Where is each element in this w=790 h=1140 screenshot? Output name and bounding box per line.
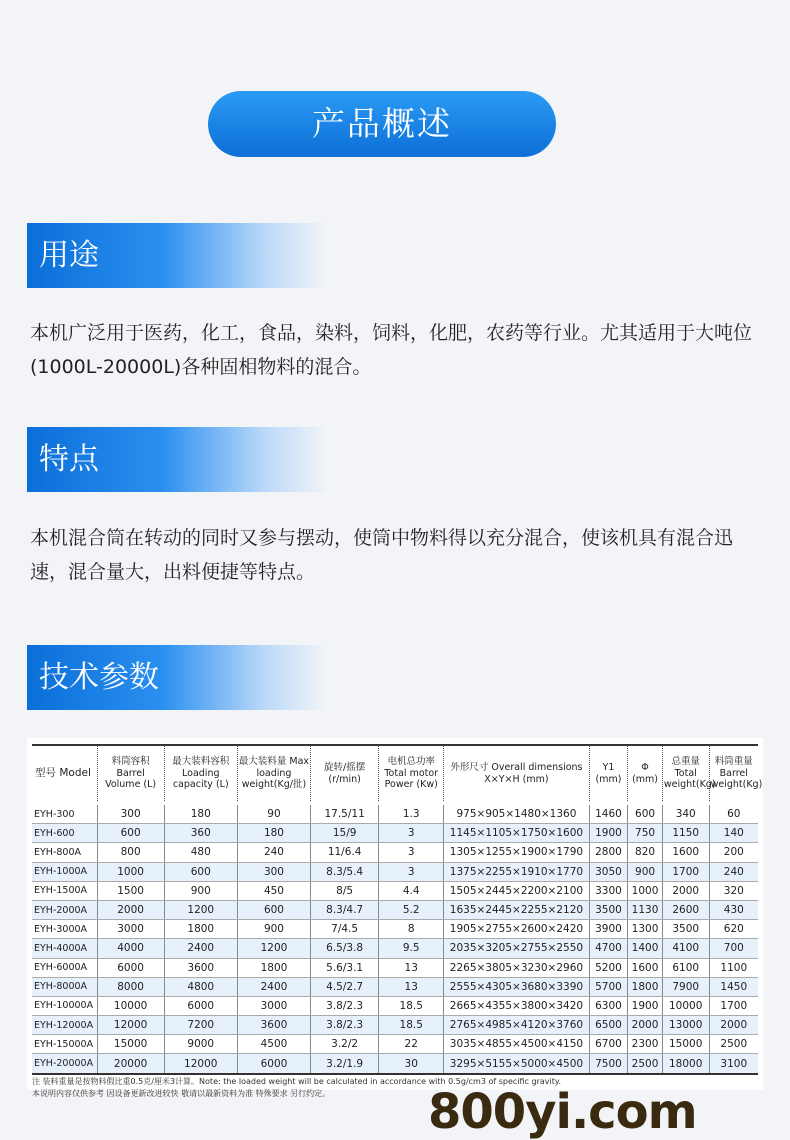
table-cell: 4500 [237,1035,310,1054]
table-row [32,843,758,862]
table-cell: 11/6.4 [311,843,379,862]
table-cell: EYH-15000A [32,1035,97,1054]
table-cell: 3.8/2.3 [311,996,379,1015]
table-cell: 6.5/3.8 [311,939,379,958]
table-cell: 18000 [662,1054,709,1074]
table-cell: 3035×4855×4500×4150 [444,1035,589,1054]
table-cell: 3 [379,824,444,843]
table-cell: 8.3/5.4 [311,862,379,881]
table-cell: EYH-4000A [32,939,97,958]
table-cell: 900 [237,920,310,939]
table-cell: 1450 [709,977,758,996]
table-cell: 10000 [97,996,164,1015]
table-cell: 2600 [662,900,709,919]
table-cell: 1375×2255×1910×1770 [444,862,589,881]
table-row [32,939,758,958]
table-cell: 480 [164,843,237,862]
table-cell: 1700 [709,996,758,1015]
table-cell: 7200 [164,1016,237,1035]
table-cell: 200 [709,843,758,862]
table-row [32,1035,758,1054]
table-header-cell: 料筒容积 Barrel Volume (L) [97,745,164,803]
table-cell: 5.2 [379,900,444,919]
table-cell: 750 [628,824,663,843]
table-cell: 2265×3805×3230×2960 [444,958,589,977]
table-cell: 1200 [164,900,237,919]
table-cell: 2555×4305×3680×3390 [444,977,589,996]
table-cell: 30 [379,1054,444,1074]
spec-table-panel [27,738,763,1098]
table-cell: 1100 [709,958,758,977]
table-cell: 6000 [164,996,237,1015]
table-header-row [32,745,758,803]
table-cell: 2035×3205×2755×2550 [444,939,589,958]
table-cell: 9.5 [379,939,444,958]
table-cell: EYH-20000A [32,1054,97,1074]
table-cell: 140 [709,824,758,843]
table-cell: 3100 [709,1054,758,1074]
table-cell: 300 [97,803,164,824]
table-cell: 180 [237,824,310,843]
table-cell: 5.6/3.1 [311,958,379,977]
table-cell: 4800 [164,977,237,996]
table-note-en: 注 装料重量是按物料假比重0.5克/厘米3计算。Note: the loaded weight will be calculated in accordance with 0.5g/cm3 of specific gravity. [32,1076,561,1086]
table-cell: 600 [97,824,164,843]
section-features-title: 特点 [27,427,327,492]
table-cell: 600 [164,862,237,881]
section-usage-title: 用途 [27,223,327,288]
table-cell: 320 [709,881,758,900]
table-cell: 1800 [237,958,310,977]
table-cell: 13 [379,958,444,977]
table-note-cn: 本说明内容仅供参考 因设备更新改进较快 敬请以最新资料为准 特殊要求 另行约定。 [32,1088,331,1098]
table-cell: 3.2/1.9 [311,1054,379,1074]
table-row [32,803,758,824]
table-cell: 20000 [97,1054,164,1074]
table-cell: 15000 [662,1035,709,1054]
table-cell: EYH-300 [32,803,97,824]
table-cell: 90 [237,803,310,824]
table-cell: 4000 [97,939,164,958]
table-body [32,803,758,1074]
table-cell: 8000 [97,977,164,996]
table-cell: 3500 [662,920,709,939]
table-cell: 3.2/2 [311,1035,379,1054]
table-cell: 1000 [628,881,663,900]
table-cell: 2500 [628,1054,663,1074]
table-cell: 2000 [97,900,164,919]
table-cell: 18.5 [379,996,444,1015]
table-header-cell: 最大装料量 Max loading weight(Kg/批) [237,745,310,803]
table-cell: 6500 [589,1016,628,1035]
table-cell: 1800 [164,920,237,939]
watermark-logo: 800yi.com [428,1084,697,1140]
table-row [32,958,758,977]
table-row [32,862,758,881]
table-header-cell: 外形尺寸 Overall dimensions X×Y×H (mm) [444,745,589,803]
table-cell: 6300 [589,996,628,1015]
table-cell: 4.5/2.7 [311,977,379,996]
table-cell: 22 [379,1035,444,1054]
table-cell: 3 [379,843,444,862]
table-cell: 1200 [237,939,310,958]
table-cell: EYH-8000A [32,977,97,996]
table-cell: 8/5 [311,881,379,900]
table-cell: 3000 [97,920,164,939]
table-cell: 3295×5155×5000×4500 [444,1054,589,1074]
table-cell: 5200 [589,958,628,977]
table-cell: 1130 [628,900,663,919]
table-row [32,996,758,1015]
table-cell: 800 [97,843,164,862]
table-cell: 1600 [628,958,663,977]
table-cell: 3.8/2.3 [311,1016,379,1035]
table-cell: 2400 [164,939,237,958]
table-row [32,881,758,900]
table-cell: 3000 [237,996,310,1015]
table-cell: 2000 [662,881,709,900]
table-cell: 3600 [237,1016,310,1035]
table-cell: 2800 [589,843,628,862]
table-cell: 180 [164,803,237,824]
table-cell: 3600 [164,958,237,977]
table-cell: 1300 [628,920,663,939]
table-cell: 7500 [589,1054,628,1074]
table-cell: 15/9 [311,824,379,843]
table-cell: 1145×1105×1750×1600 [444,824,589,843]
table-cell: 700 [709,939,758,958]
table-cell: 430 [709,900,758,919]
table-cell: 1900 [628,996,663,1015]
table-cell: EYH-6000A [32,958,97,977]
table-cell: 240 [709,862,758,881]
table-cell: 1305×1255×1900×1790 [444,843,589,862]
page-title: 产品概述 [208,91,556,157]
table-cell: 4100 [662,939,709,958]
table-cell: 12000 [97,1016,164,1035]
table-cell: 1800 [628,977,663,996]
table-cell: 6700 [589,1035,628,1054]
table-cell: 900 [628,862,663,881]
table-cell: 8.3/4.7 [311,900,379,919]
table-cell: 620 [709,920,758,939]
table-cell: 4700 [589,939,628,958]
table-cell: 3500 [589,900,628,919]
table-cell: 18.5 [379,1016,444,1035]
table-header-cell: 旋转/摇摆 (r/min) [311,745,379,803]
table-cell: 600 [237,900,310,919]
table-cell: 9000 [164,1035,237,1054]
table-cell: 8 [379,920,444,939]
table-cell: 13000 [662,1016,709,1035]
table-cell: 360 [164,824,237,843]
table-cell: 13 [379,977,444,996]
table-header-cell: 最大装料容积 Loading capacity (L) [164,745,237,803]
table-cell: 1400 [628,939,663,958]
table-cell: 2665×4355×3800×3420 [444,996,589,1015]
table-cell: 2300 [628,1035,663,1054]
table-cell: 1500 [97,881,164,900]
table-cell: 2000 [628,1016,663,1035]
table-cell: 5700 [589,977,628,996]
table-row [32,1016,758,1035]
table-header-cell: Φ (mm) [628,745,663,803]
table-row [32,1054,758,1074]
table-cell: 900 [164,881,237,900]
table-cell: 300 [237,862,310,881]
table-cell: 1150 [662,824,709,843]
usage-text: 本机广泛用于医药，化工，食品，染料，饲料，化肥，农药等行业。尤其适用于大吨位(1000L-20000L)各种固相物料的混合。 [30,322,753,378]
table-row [32,977,758,996]
features-text: 本机混合筒在转动的同时又参与摆动，使筒中物料得以充分混合，使该机具有混合迅速，混合量大，出料便捷等特点。 [30,527,734,583]
table-cell: 450 [237,881,310,900]
table-cell: 1600 [662,843,709,862]
table-row [32,920,758,939]
table-cell: 3050 [589,862,628,881]
table-cell: 3300 [589,881,628,900]
table-header-cell: 电机总功率 Total motor Power (Kw) [379,745,444,803]
table-header-cell: Y1 (mm) [589,745,628,803]
table-cell: 6000 [97,958,164,977]
table-cell: EYH-12000A [32,1016,97,1035]
table-cell: 3 [379,862,444,881]
table-header-cell: 料筒重量 Barrel weight(Kg) [709,745,758,803]
section-specs-title: 技术参数 [27,645,327,710]
table-cell: EYH-2000A [32,900,97,919]
table-header-cell: 总重量 Total weight(Kg) [662,745,709,803]
table-cell: 340 [662,803,709,824]
table-row [32,824,758,843]
table-cell: 15000 [97,1035,164,1054]
table-cell: 1000 [97,862,164,881]
table-cell: 1460 [589,803,628,824]
table-cell: EYH-600 [32,824,97,843]
table-cell: 4.4 [379,881,444,900]
table-cell: 1.3 [379,803,444,824]
spec-table [32,744,763,1075]
table-cell: 600 [628,803,663,824]
table-cell: 2000 [709,1016,758,1035]
table-cell: 975×905×1480×1360 [444,803,589,824]
table-cell: EYH-1000A [32,862,97,881]
table-cell: 6100 [662,958,709,977]
table-cell: 2400 [237,977,310,996]
table-cell: 820 [628,843,663,862]
table-cell: 17.5/11 [311,803,379,824]
table-cell: EYH-1500A [32,881,97,900]
table-cell: 240 [237,843,310,862]
table-cell: 7900 [662,977,709,996]
table-cell: 60 [709,803,758,824]
table-cell: 10000 [662,996,709,1015]
table-cell: EYH-3000A [32,920,97,939]
table-cell: 7/4.5 [311,920,379,939]
table-row [32,900,758,919]
table-cell: 2500 [709,1035,758,1054]
table-cell: 2765×4985×4120×3760 [444,1016,589,1035]
table-cell: 1700 [662,862,709,881]
table-cell: 1505×2445×2200×2100 [444,881,589,900]
table-cell: 3900 [589,920,628,939]
table-cell: 1905×2755×2600×2420 [444,920,589,939]
table-cell: 1635×2445×2255×2120 [444,900,589,919]
table-cell: 12000 [164,1054,237,1074]
table-cell: EYH-800A [32,843,97,862]
table-header-cell: 型号 Model [32,745,97,803]
table-cell: 1900 [589,824,628,843]
table-cell: 6000 [237,1054,310,1074]
table-cell: EYH-10000A [32,996,97,1015]
